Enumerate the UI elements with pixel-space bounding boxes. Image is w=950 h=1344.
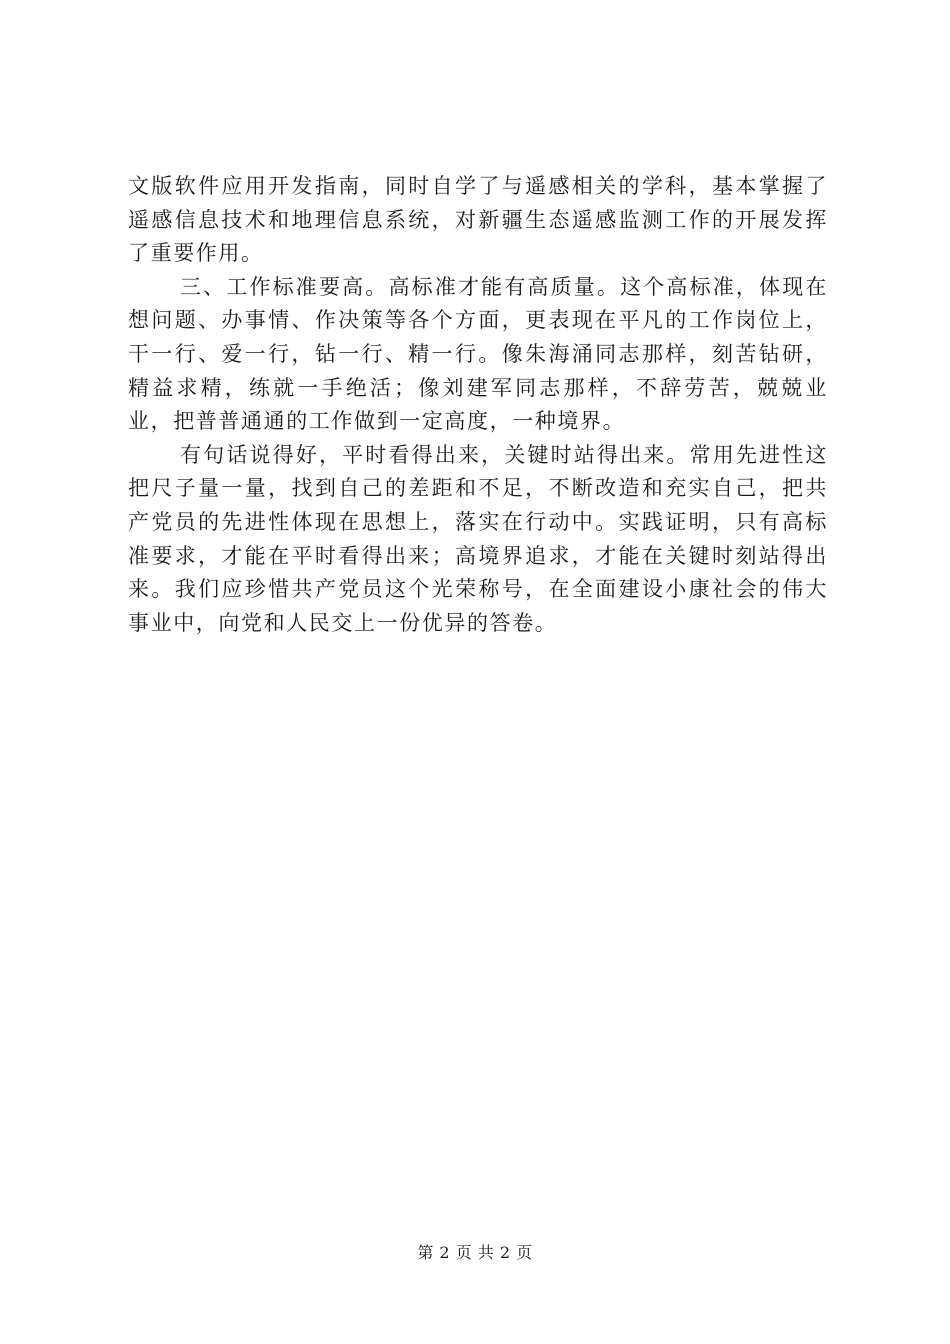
page-number-footer: 第 2 页 共 2 页 xyxy=(417,1243,533,1262)
paragraph-conclusion: 有句话说得好，平时看得出来，关键时站得出来。常用先进性这把尺子量一量，找到自己的差距和不足，不断改造和充实自己，把共产党员的先进性体现在思想上，落实在行动中。实践证明，只有高标准要求，才能在平时看得出来；高境界追求，才能在关键时刻站得出来。我们应珍惜共产党员这个光荣称号，在全面建设小康社会的伟大事业中，向党和人民交上一份优异的答卷。 xyxy=(128,442,828,635)
paragraph-continuation: 文版软件应用开发指南，同时自学了与遥感相关的学科，基本掌握了遥感信息技术和地理信息系统，对新疆生态遥感监测工作的开展发挥了重要作用。 xyxy=(128,174,828,266)
document-body xyxy=(128,170,828,640)
paragraph-work-standards: 三、工作标准要高。高标准才能有高质量。这个高标准，体现在想问题、办事情、作决策等各个方面，更表现在平凡的工作岗位上，干一行、爱一行，钻一行、精一行。像朱海涌同志那样，刻苦钻研，精益求精，练就一手绝活；像刘建军同志那样，不辞劳苦，兢兢业业，把普普通通的工作做到一定高度，一种境界。 xyxy=(128,274,828,434)
